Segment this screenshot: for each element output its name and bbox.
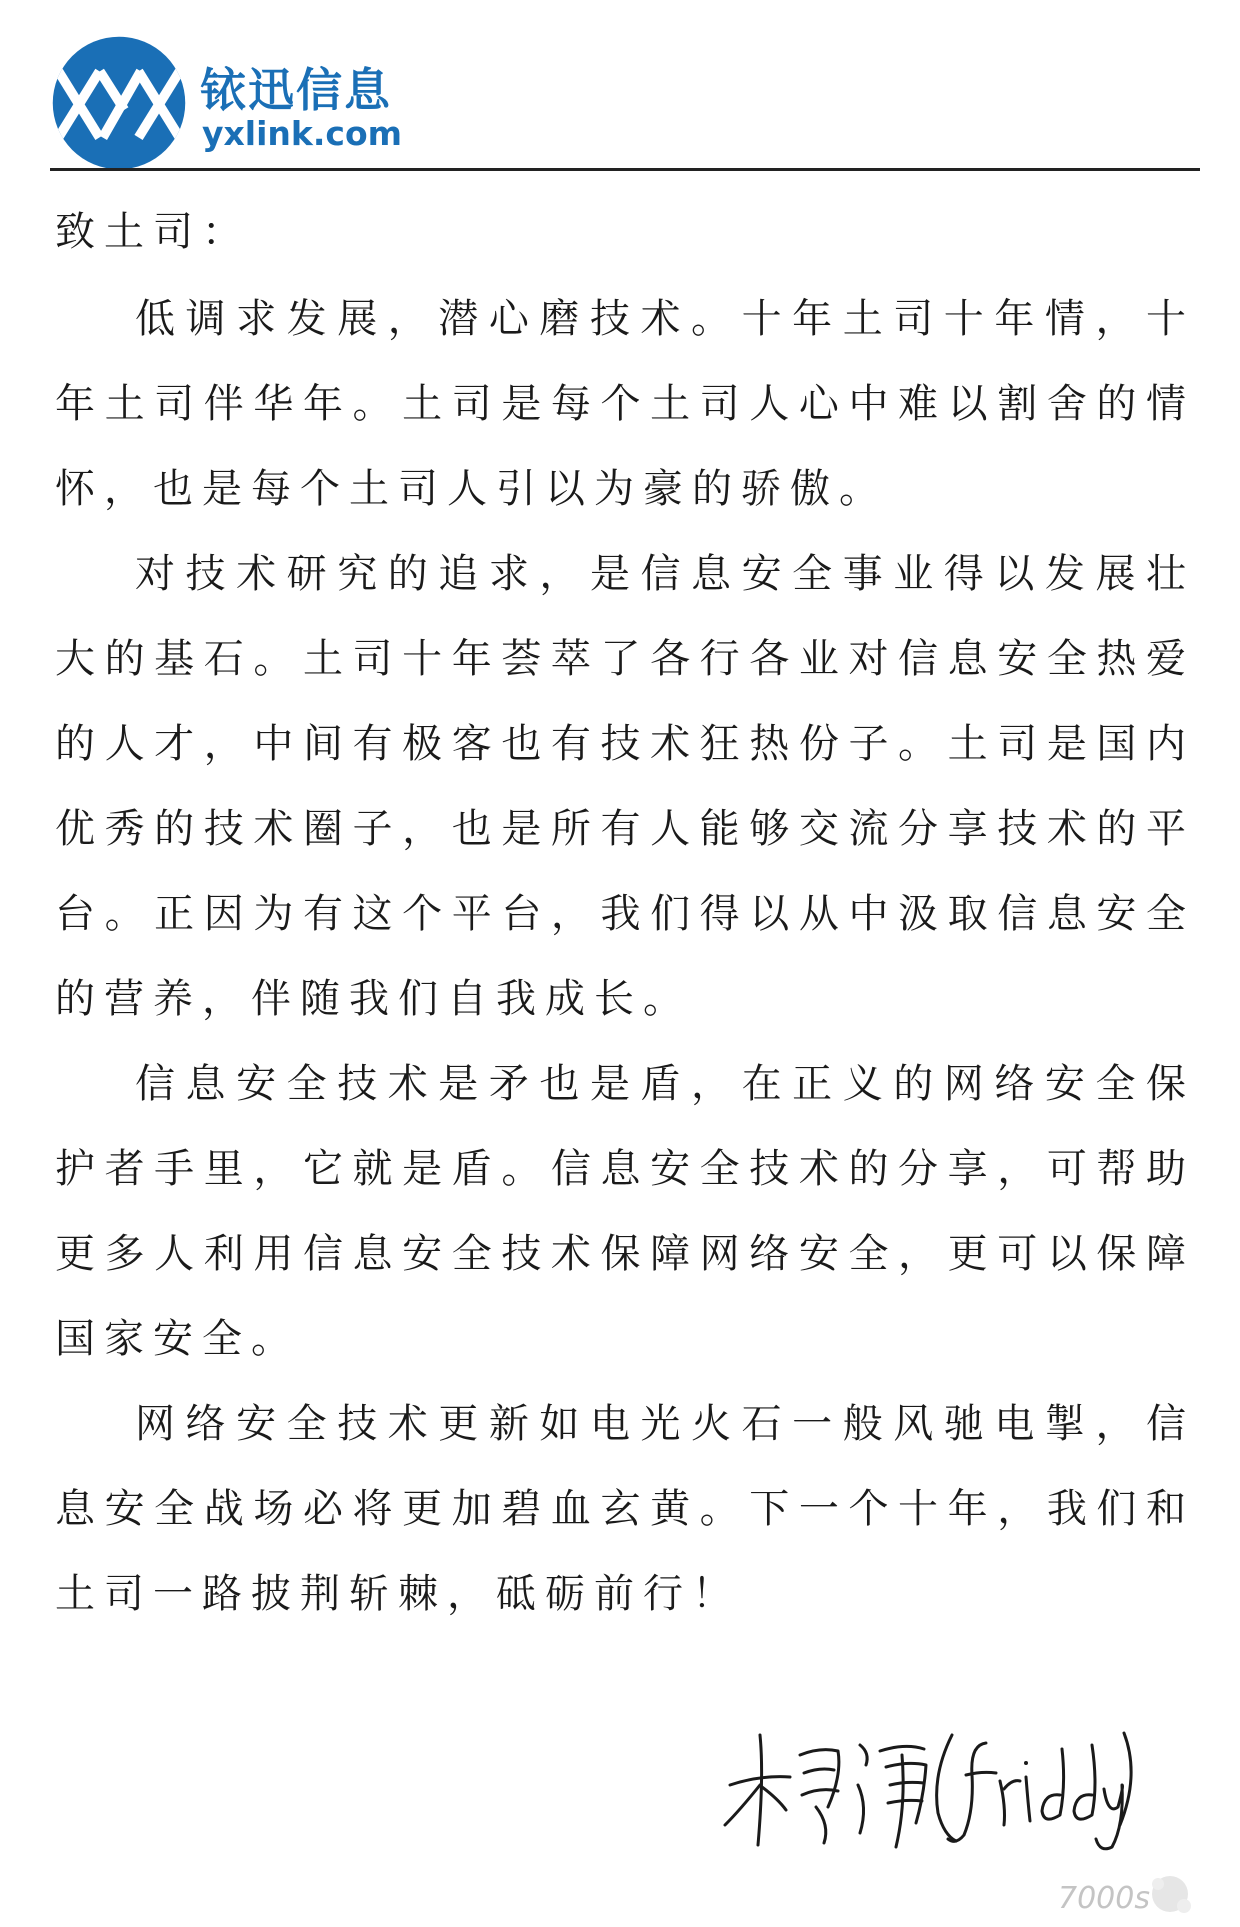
brand-name: 铱迅信息 bbox=[200, 63, 392, 117]
site-watermark bbox=[1050, 1870, 1200, 1920]
watermark-text: 7000s bbox=[1058, 1881, 1150, 1916]
paragraph-3: 信息安全技术是矛也是盾，在正义的网络安全保护者手里，它就是盾。信息安全技术的分享，可帮助更多人利用信息安全技术保障网络安全，更可以保障国家安全。 bbox=[55, 1061, 1195, 1362]
paragraph-1: 低调求发展，潜心磨技术。十年土司十年情，十年土司伴华年。土司是每个土司人心中难以割舍的情怀，也是每个土司人引以为豪的骄傲。 bbox=[55, 296, 1195, 512]
salutation: 致土司： bbox=[55, 209, 251, 255]
brand-domain: yxlink.com bbox=[202, 114, 403, 153]
yxlink-logo-icon bbox=[50, 34, 188, 172]
paragraph-2: 对技术研究的追求，是信息安全事业得以发展壮大的基石。土司十年荟萃了各行各业对信息安全热爱的人才，中间有极客也有技术狂热份子。土司是国内优秀的技术圈子，也是所有人能够交流分享技术的平台。正因为有这个平台，我们得以从中汲取信息安全的营养，伴随我们自我成长。 bbox=[55, 551, 1195, 1022]
handwritten-signature bbox=[720, 1715, 1140, 1855]
letterhead bbox=[50, 28, 1200, 168]
paragraph-4: 网络安全技术更新如电光火石一般风驰电掣，信息安全战场必将更加碧血玄黄。下一个十年，我们和土司一路披荆斩棘，砥砺前行！ bbox=[55, 1401, 1195, 1617]
letter-body bbox=[55, 190, 1195, 1637]
header-divider bbox=[50, 168, 1200, 171]
